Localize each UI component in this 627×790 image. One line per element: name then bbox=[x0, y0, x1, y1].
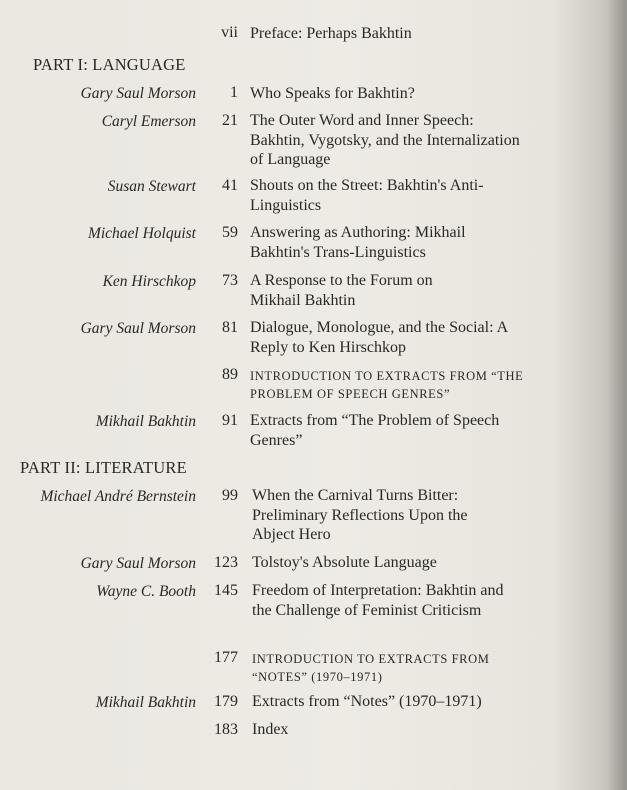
entry-author: Ken Hirschkop bbox=[102, 273, 196, 290]
page-number: 183 bbox=[214, 721, 238, 738]
page-number: 179 bbox=[214, 693, 238, 710]
entry-title: Answering as Authoring: Mikhail Bakhtin's Trans-Linguistics bbox=[250, 224, 466, 261]
page-number: 91 bbox=[222, 412, 238, 429]
entry-author: Wayne C. Booth bbox=[96, 583, 196, 600]
entry-title: Freedom of Interpretation: Bakhtin and the Challenge of Feminist Criticism bbox=[252, 582, 504, 619]
entry-title: The Outer Word and Inner Speech: Bakhtin, Vygotsky, and the Internalization of Language bbox=[250, 112, 520, 168]
entry-title: Extracts from “Notes” (1970–1971) bbox=[252, 693, 482, 710]
entry-title: A Response to the Forum on Mikhail Bakhtin bbox=[250, 272, 433, 309]
entry-title: Index bbox=[252, 721, 289, 738]
entry-author: Susan Stewart bbox=[107, 178, 196, 195]
entry-title: Dialogue, Monologue, and the Social: A Reply to Ken Hirschkop bbox=[250, 319, 508, 356]
part-heading: PART II: LITERATURE bbox=[20, 458, 187, 477]
page-number: 21 bbox=[222, 112, 238, 129]
entry-author: Michael André Bernstein bbox=[40, 488, 196, 505]
entry-title: Who Speaks for Bakhtin? bbox=[250, 85, 415, 102]
entry-title: Preface: Perhaps Bakhtin bbox=[250, 25, 412, 42]
part-heading: PART I: LANGUAGE bbox=[33, 55, 186, 74]
page-number: 123 bbox=[214, 554, 238, 571]
entry-title: Extracts from “The Problem of Speech Genres” bbox=[250, 412, 500, 449]
entry-title-smallcaps: INTRODUCTION TO EXTRACTS FROM “NOTES” (1970–1971) bbox=[252, 652, 490, 684]
page-number: 59 bbox=[222, 224, 238, 241]
page-number: 41 bbox=[222, 177, 238, 194]
page-number: 99 bbox=[222, 487, 238, 504]
entry-author: Gary Saul Morson bbox=[80, 555, 196, 572]
page-number: 1 bbox=[230, 84, 238, 101]
entry-author: Caryl Emerson bbox=[101, 113, 196, 130]
entry-title: Tolstoy's Absolute Language bbox=[252, 554, 437, 571]
entry-title: When the Carnival Turns Bitter: Preliminary Reflections Upon the Abject Hero bbox=[252, 487, 468, 543]
page-number: 73 bbox=[222, 272, 238, 289]
entry-author: Mikhail Bakhtin bbox=[95, 694, 196, 711]
page-number: 177 bbox=[214, 649, 238, 666]
entry-author: Gary Saul Morson bbox=[80, 85, 196, 102]
entry-author: Michael Holquist bbox=[87, 225, 196, 242]
page-number: 89 bbox=[222, 366, 238, 383]
page-number: 81 bbox=[222, 319, 238, 336]
page-number: 145 bbox=[214, 582, 238, 599]
entry-title: Shouts on the Street: Bakhtin's Anti-Linguistics bbox=[250, 177, 484, 214]
entry-title-smallcaps: INTRODUCTION TO EXTRACTS FROM “THE PROBLEM OF SPEECH GENRES” bbox=[250, 369, 524, 401]
page-number: vii bbox=[221, 24, 238, 41]
entry-author: Gary Saul Morson bbox=[80, 320, 196, 337]
entry-author: Mikhail Bakhtin bbox=[95, 413, 196, 430]
